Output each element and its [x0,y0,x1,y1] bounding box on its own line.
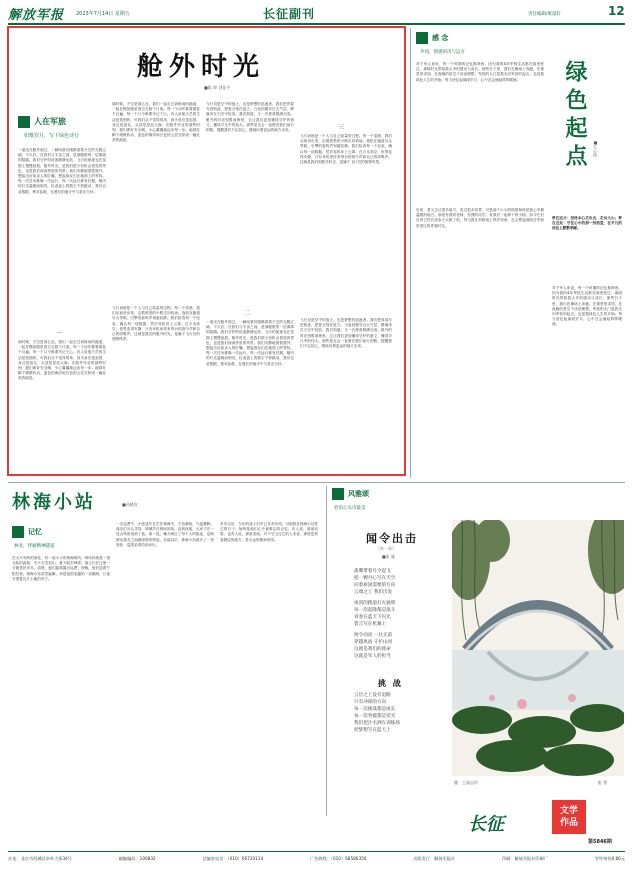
footer-rule [8,851,625,852]
feature-vertical-title-text: 绿色起点 [562,60,588,172]
editor-credit: 责任编辑/耿道轩 [528,12,562,17]
forest-col-1: 在大兴安岭的深处，有一座小小的林海哨所。哨所四周是一望无际的森林，冬天大雪封山，夏天蚊虫肆虐。战士们在这里一守就是好多年。清晨，他们踏着露水巡逻；傍晚，他们迎着夕阳归营。林海小站虽然偏僻，却是祖国北疆的一双眼睛，日夜守望着这片土地的安宁。 [12,556,110,581]
brand-calligraphy: 长征 [468,814,504,835]
poem-line: 夜训的跑道灯火通明 [354,601,396,606]
poem-line: 我们把汗水洒在训练场 [354,721,400,726]
footer-publisher: 出版发行：解放军报社 [413,856,456,861]
poem-line: 这就是军人的担当 [354,654,391,659]
footer [8,856,625,866]
forest-poem-divider [326,486,327,816]
forest-tag-subtitle: 林业，伴通精神隧道 [14,544,55,549]
masthead-rule [8,23,625,25]
feature-tag-subtitle: 井冈，情感的诗与远方 [420,50,465,55]
poem-line: 闻令而动 一往无前 [354,633,393,638]
forest-byline: ■孙晓宣 [122,502,138,507]
footer-price: 零售每份0.80元 [594,856,625,861]
lead-col-4: 飞行训练是一个人与自己较量的过程。每一个清晨，我们从宿舍出发，沿着熟悉的小路走向机场。战机在跑道尽头等候，引擎的轰鸣声划破寂静。我们检查每一个仪表，确认每一项数据，然后驾机冲上云霄。在万米高空，世界变得安静，只有耳机里传来塔台的指令声和自己的呼吸声。这就是我们的舱外时光，是属于飞行员的独特风景。 [300,134,392,165]
feature-col-2: 后来，我又去过很多地方，见过很多风景，可是那个小小的校园始终是我心中最温暖的地方。那里有我的老师，有我的同学，有我们一起种下的小树。如今它们应该已经长成参天大树了吧。每当我在训练场上挥汗如雨，总会想起那段在军校里度过的青春时光。 [416,208,544,228]
bridge-illustration [452,520,624,776]
poem-title-2: 挑 战 [378,678,403,688]
lead-col-3: 飞行员是空中的战士，也是梦想的追逐者。我们把青春写进航迹，把誓言刻在蓝天。当返回舱穿过大气层，降落伞在天空中绽放，我们知道，又一次使命圆满完成。舱外的时光短暂而珍贵，它让我们更加懂得守护的意义，懂得平凡中的伟大。那些星光会一直照亮我们前行的路，提醒我们不忘初心，继续向着更远的地方出发。 [206,102,294,133]
newspaper-logo: 解放军报 [8,8,65,23]
feature-byline: ■王心同 [593,140,598,157]
right-feature [414,30,626,480]
feature-col-1: 对于军人来说，每一个时期的记忆都珍贵。因为我的4年军校生活都在那里度过，那段时光带给我太多的感动与成长。那些日子里，我们在操场上奔跑，在课堂里求知，在夜晚的星空下谈论理想。军校的大门是我走向军营的起点，也是我绿色人生的开始。每当回忆起那段岁月，心中总会涌起阵阵暖流。 [416,62,544,82]
lead-part-mark-2: 二 [244,310,251,317]
lead-col-4b: 飞行员是空中的战士，也是梦想的追逐者。我们把青春写进航迹，把誓言刻在蓝天。当返回舱穿过大气层，降落伞在天空中绽放，我们知道，又一次使命圆满完成。舱外的时光短暂而珍贵，它让我们更加懂得守护的意义，懂得平凡中的伟大。那些星光会一直照亮我们前行的路，提醒我们不忘初心，继续向着更远的地方出发。 [300,318,392,349]
poem-line: 誓言写在机翼上 [354,622,387,627]
lead-article-title: 舱外时光 [137,52,266,82]
lead-col-2: 那时候，天空是那么近。我们一起走过训练场的跑道，一起在模拟舱里度过无数个日夜。每一个动作都要重复千百遍，每一个口令都要牢记于心。有人说航天员的生活是孤独的，可我们从不觉得孤单，因为身后是祖国，身边是战友，头顶是星辰大海。在舱外作业的那些时刻，我们系好安全绳，小心翼翼地迈出每一步。地球在脚下缓缓转动，蓝色的海洋和白色的云层交织成一幅壮美的画卷。 [112,102,200,143]
feature-tag-label: 感 念 [432,34,449,42]
column-tag-block [18,116,30,128]
forest-tag-block [12,526,24,538]
image-caption-right: 虹 桥 [598,780,608,785]
poem-line: 云层之上没有退路 [354,693,391,698]
bridge-painting [452,520,624,776]
poem-line: 只有冲锋的方向 [354,700,387,705]
column-tag-label: 人在军旅 [34,117,66,126]
forest-tag-label: 记忆 [28,528,42,536]
feature-col-3: 对于军人来说，每一个时期的记忆都珍贵。因为我的4年军校生活都在那里度过，那段时光带给我太多的感动与成长。那些日子里，我们在操场上奔跑，在课堂里求知，在夜晚的星空下谈论理想。军校的大门是我走向军营的起点，也是我绿色人生的开始。每当回忆起那段岁月，心中总会涌起阵阵暖流。 [552,286,622,327]
literature-badge-line-1: 文学 [559,806,578,816]
footer-postcode: 邮编编码：100832 [118,856,156,861]
poem-line: 每一次突破都是荣光 [354,714,396,719]
feature-tag-block [416,32,428,44]
literature-badge-line-2: 作品 [559,818,578,828]
feature-quote: 梦在远方：坚持本心走出去，走出大山；梦在近处：守住心中的那一份热爱，在平凡的岗位上默默奉献。 [552,216,622,231]
poem-line: 这就是我们的使命 [354,647,391,652]
lead-part-mark-3: 三 [338,124,345,131]
poem-tag-label: 风雅颂 [348,490,369,498]
issue-date: 2023年7月14日 星期五 [76,11,130,17]
forest-col-3: 多年以后，当年的战士们早已各奔东西，可那段在林海小站度过的日子，始终是他们心中最难忘的记忆。有人说，那里寂寞；也有人说，那里美丽。对于守卫过它的人来说，那里是青春燃烧的地方，是永远的精神家园。 [220,522,318,542]
lead-col-2b: 飞行训练是一个人与自己较量的过程。每一个清晨，我们从宿舍出发，沿着熟悉的小路走向机场。战机在跑道尽头等候，引擎的轰鸣声划破寂静。我们检查每一个仪表，确认每一项数据，然后驾机冲上云霄。在万米高空，世界变得安静，只有耳机里传来塔台的指令声和自己的呼吸声。这就是我们的舱外时光，是属于飞行员的独特风景。 [112,306,200,342]
poem-line: 把梦想写在蓝天上 [354,728,391,733]
forest-col-2: 一次巡逻中，小张迷失在茫茫林海中，天色渐暗，气温骤降。战友们分头寻找，呼喊声在林间回荡。直到深夜，大家才在一处山坳里找到了他。那一夜，篝火映红了每个人的脸庞，也映照出战友之间最深厚的情谊。从那以后，林海小站就多了一条规矩：巡逻必须结伴而行。 [116,522,214,547]
literature-badge [552,800,586,834]
poem-line: 穿越风雨 守护山河 [354,640,393,645]
footer-phone: 总编室电话：（010）66720114 [202,856,264,861]
page-number: 12 [608,4,625,18]
lead-col-3b: 一道光在舱外面过，一瞬间我们眼睛看着天空的无限辽阔，不久后，在我们与宇宙之间，是那舱壁的一层薄薄的阻隔。我们守护的设备静静运转，飞行的航迹也在星图上慢慢延展。舱外时光，是我们很少有机会看见的景色，也是我们深深热爱的风景。我们安静地望着窗外，想起出征前亲人的叮嘱，想起战友们在地面上的等待。每一次任务都像一次远行，每一次远行都有归期。舱内的灯光温暖而明亮，仪表盘上的数字不停跳动，我们记录数据，核对参数，在漫长的值守中与星光为伴。 [206,320,294,366]
lead-col-1: 一道光在舱外面过，一瞬间我们眼睛看着天空的无限辽阔，不久后，在我们与宇宙之间，是那舱壁的一层薄薄的阻隔。我们守护的设备静静运转，飞行的航迹也在星图上慢慢延展。舱外时光，是我们很少有机会看见的景色，也是我们深深热爱的风景。我们安静地望着窗外，想起出征前亲人的叮嘱，想起战友们在地面上的等待。每一次任务都像一次远行，每一次远行都有归期。舱内的灯光温暖而明亮，仪表盘上的数字不停跳动，我们记录数据，核对参数，在漫长的值守中与星光为伴。 [18,148,106,194]
poem-tag-block [332,488,344,500]
poem-lines-2 [354,692,444,734]
footer-ad-hotline: 广告热线：（010）68586350 [309,856,367,861]
lead-article [12,30,402,472]
feature-vertical-title [560,60,610,172]
footer-address: 社址：北京市西城区阜外大街34号 [8,856,72,861]
poem-line: 云端之上 我们出发 [354,590,393,595]
poem-line: 向着祖国需要的方向 [354,583,396,588]
forest-station [10,486,322,816]
poem-line: 青春在蓝天下闪光 [354,615,391,620]
poem-tag-subtitle: 恰似心头诗最美 [334,506,366,511]
lead-part-mark-1: 一 [56,330,63,337]
mid-page-rule [8,482,625,483]
poem-title: 闻令出击 [366,532,418,545]
column-divider [410,28,411,478]
lead-article-byline: ■陈 坤 刘佳平 [204,85,231,90]
column-tag-subtitle: 如歌岁月，写下绿色诗行 [24,133,80,139]
poem-line: 每一次起降都是战斗 [354,608,396,613]
poem-line: 每一次挑战都是成长 [354,707,396,712]
poem-line: 战鹰带着号令起飞 [354,569,391,574]
section-title: 长征副刊 [263,7,316,21]
forest-title: 林海小站 [12,492,96,513]
image-caption-left: 题：王福志作 [454,780,478,785]
poem-line: 把一颗丹心写在天空 [354,576,396,581]
poem-byline: ■张 娅 [382,554,396,559]
poem-subnote: （外一首） [376,546,396,551]
poem-lines [354,568,444,660]
lead-col-1b: 那时候，天空是那么近。我们一起走过训练场的跑道，一起在模拟舱里度过无数个日夜。每一个动作都要重复千百遍，每一个口令都要牢记于心。有人说航天员的生活是孤独的，可我们从不觉得孤单，因为身后是祖国，身边是战友，头顶是星辰大海。在舱外作业的那些时刻，我们系好安全绳，小心翼翼地迈出每一步。地球在脚下缓缓转动，蓝色的海洋和白色的云层交织成一幅壮美的画卷。 [18,340,106,381]
issue-number: 第5846期 [588,839,612,845]
footer-printer: 印刷：解放军报社印刷厂 [501,856,548,861]
poem-section [330,486,626,816]
